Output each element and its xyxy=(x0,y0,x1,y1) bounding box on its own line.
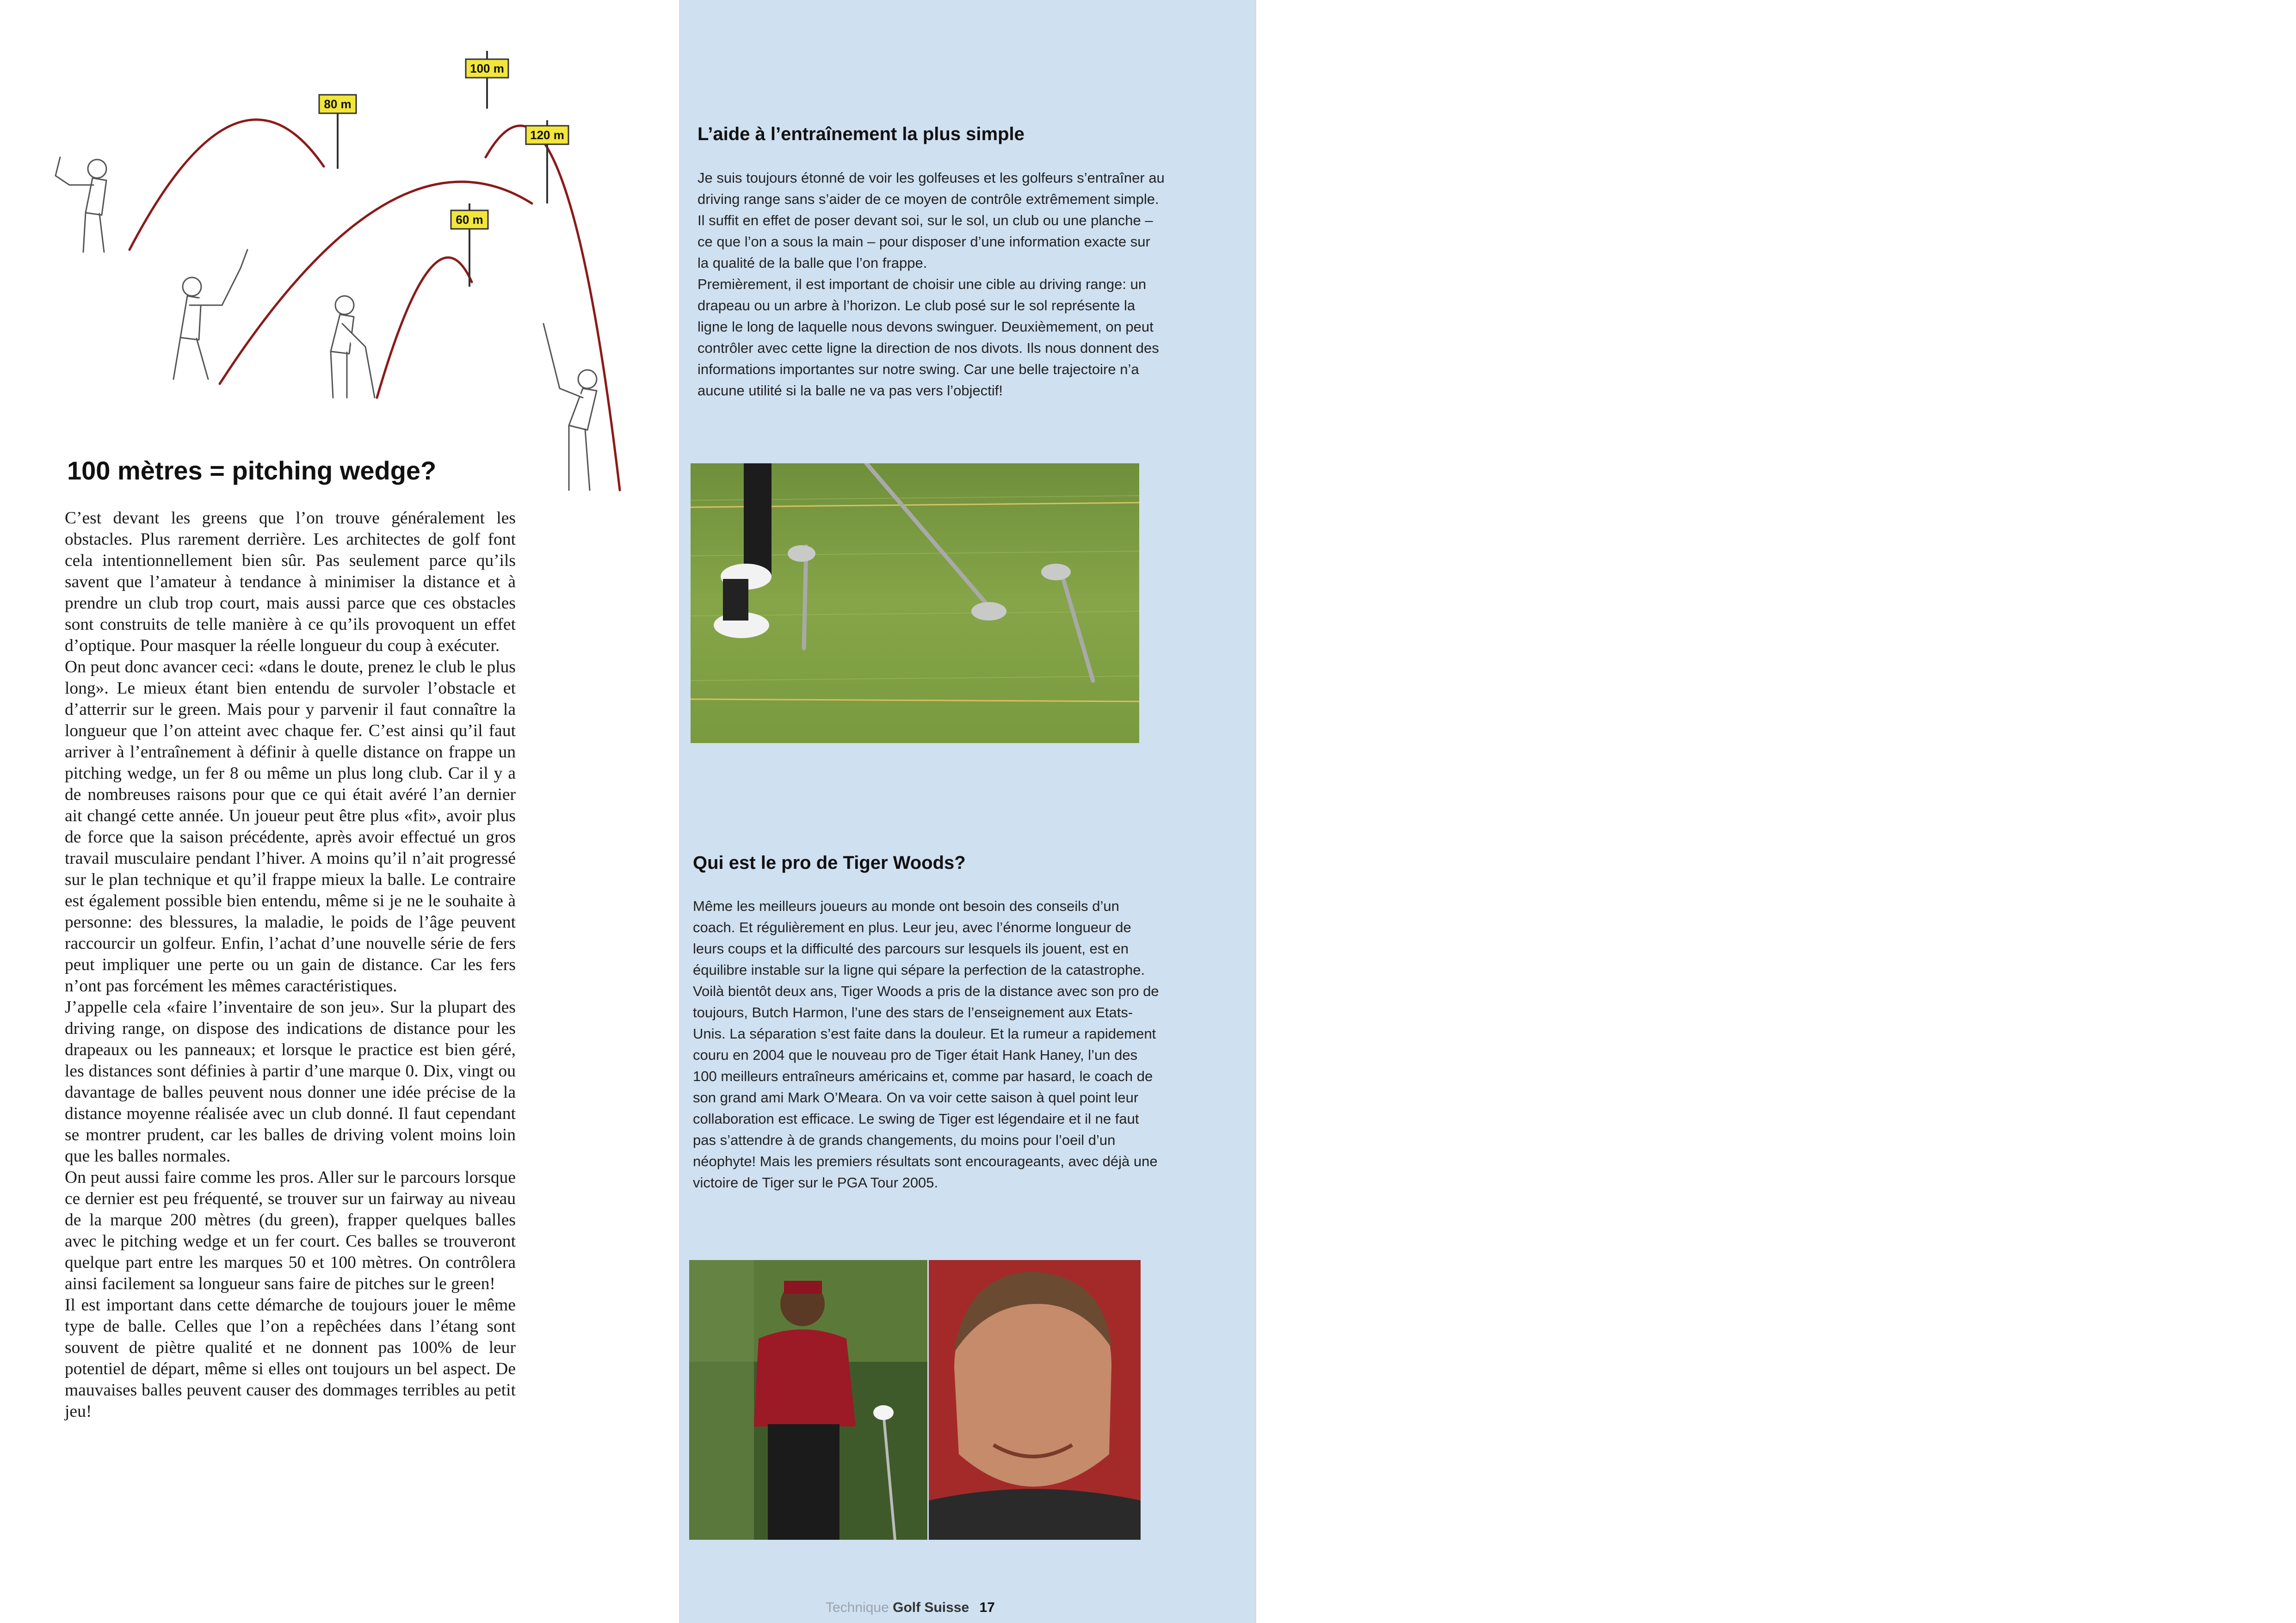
page-footer xyxy=(826,1599,995,1616)
sign-80m-label: 80 m xyxy=(324,97,352,111)
sidebar-title-tiger: Qui est le pro de Tiger Woods? xyxy=(693,853,966,873)
photo-tiger-woods xyxy=(689,1260,927,1540)
page-number: 17 xyxy=(979,1600,995,1615)
sidebar-body-tiger xyxy=(693,896,1160,1193)
photo-hank-haney xyxy=(929,1260,1141,1540)
sign-120m-label: 120 m xyxy=(530,128,564,142)
sign-100m-label: 100 m xyxy=(470,61,504,75)
sign-60m-label: 60 m xyxy=(456,213,483,227)
article-body xyxy=(65,508,516,1422)
sidebar-paragraph: Je suis toujours étonné de voir les golfeuses et les golfeurs s’entraîner au driving range sans s’aider de ce moyen de contrôle extrêmement simple. Il suffit en effet de poser devant soi, sur le sol, un club ou une planche – ce que l’on a sous la main – pour disposer d’une information exacte sur la qualité de la balle que l’on frappe. xyxy=(697,170,1165,271)
sign-60m xyxy=(451,210,488,229)
sign-80m xyxy=(319,95,356,113)
sign-100m xyxy=(466,59,508,78)
article-paragraph: Il est important dans cette démarche de toujours jouer le même type de balle. Celles que l’on a repêchées dans l’étang sont souvent de piètre qualité et ne donnent pas 100% de leur potentiel de départ, même si elles ont toujours un bel aspect. De mauvaises balles peuvent causer des dommages terribles au petit jeu! xyxy=(65,1296,516,1421)
trajectory-60m xyxy=(377,258,472,398)
footer-magazine: Golf Suisse xyxy=(893,1600,969,1615)
golfer-figure-1 xyxy=(56,157,106,252)
trajectory-illustration xyxy=(42,46,643,499)
article-paragraph: J’appelle cela «faire l’inventaire de son jeu». Sur la plupart des driving range, on dispose des indications de distance pour les drapeaux ou les panneaux; et lorsque le practice est bien géré, les distances sont définies à partir d’une marque 0. Dix, vingt ou davantage de balles peuvent nous donner une idée précise de la distance moyenne réalisée avec un club donné. Il faut cependant se montrer prudent, car les balles de driving volent moins loin que les balles normales. xyxy=(65,998,516,1166)
sidebar-title-training: L’aide à l’entraînement la plus simple xyxy=(697,124,1025,144)
sidebar-paragraph: Premièrement, il est important de choisir une cible au driving range: un drapeau ou un arbre à l’horizon. Le club posé sur le sol représente la ligne le long de laquelle nous devons swinguer. Deuxièmement, on peut contrôler avec cette ligne la direction de nos divots. Ils nous donnent des informations importantes sur notre swing. Car une belle trajectoire n’a aucune utilité si la balle ne va pas vers l’objectif! xyxy=(697,276,1159,399)
golfer-figure-3 xyxy=(331,296,375,398)
footer-section: Technique xyxy=(826,1600,889,1615)
sidebar-paragraph: Même les meilleurs joueurs au monde ont besoin des conseils d’un coach. Et régulièrement en plus. Leur jeu, avec l’énorme longueur de leurs coups et la difficulté des parcours sur lesquels ils jouent, est en équilibre instable sur la ligne qui sépare la perfection de la catastrophe. Voilà bientôt deux ans, Tiger Woods a pris de la distance avec son pro de toujours, Butch Harmon, l’une des stars de l’enseignement aux Etats-Unis. La séparation s’est faite dans la douleur. Et la rumeur a rapidement couru en 2004 que le nouveau pro de Tiger était Hank Haney, l’un des 100 meilleurs entraîneurs américains et, comme par hasard, le coach de son grand ami Mark O’Meara. On va voir cette saison à quel point leur collaboration est efficace. Le swing de Tiger est légendaire et il ne faut pas s’attendre à de grands changements, du moins pour l’oeil d’un néophyte! Mais les premiers résultats sont encourageants, avec déjà une victoire de Tiger sur le PGA Tour 2005. xyxy=(693,898,1159,1191)
sidebar-column xyxy=(679,0,1254,1623)
trajectory-120m xyxy=(486,126,620,490)
article-title: 100 mètres = pitching wedge? xyxy=(67,456,437,485)
photo-clubs-on-grass xyxy=(691,463,1139,743)
article-paragraph: C’est devant les greens que l’on trouve généralement les obstacles. Plus rarement derrière. Les architectes de golf font cela intentionnellement bien sûr. Pas seulement parce qu’ils savent que l’amateur à tendance à minimiser la distance et à prendre un club trop court, mais aussi parce que ces obstacles sont construits de telle manière à ce qu’ils provoquent un effet d’optique. Pour masquer la réelle longueur du coup à exécuter. xyxy=(65,509,516,655)
sidebar-body-training xyxy=(697,167,1165,401)
main-article xyxy=(0,0,679,1623)
golfer-figure-4 xyxy=(543,324,597,490)
sign-120m xyxy=(526,126,568,144)
article-paragraph: On peut aussi faire comme les pros. Aller sur le parcours lorsque ce dernier est peu fréquenté, se trouver sur un fairway au niveau de la marque 200 mètres (du green), frapper quelques balles avec le pitching wedge et un fer court. Ces balles se trouveront quelque part entre les marques 50 et 100 mètres. On contrôlera ainsi facilement sa longueur sans faire de pitches sur le green! xyxy=(65,1168,516,1293)
trajectory-80m xyxy=(130,120,324,250)
article-paragraph: On peut donc avancer ceci: «dans le doute, prenez le club le plus long». Le mieux étant bien entendu de survoler l’obstacle et d’atterrir sur le green. Mais pour y parvenir il faut connaître la longueur que l’on atteint avec chaque fer. C’est ainsi qu’il faut arriver à l’entraînement à définir à quelle distance on frappe un pitching wedge, un fer 8 ou même un plus long club. Car il y a de nombreuses raisons pour que ce qui était avéré l’an dernier ait changé cette année. Un joueur peut être plus «fit», avoir plus de force que la saison précédente, après avoir effectué un gros travail musculaire pendant l’hiver. A moins qu’il n’ait progressé sur le plan technique et qu’il frappe mieux la balle. Le contraire est également possible bien entendu, même si je ne le souhaite à personne: des blessures, la maladie, le poids de l’âge peuvent raccourcir un golfeur. Enfin, l’achat d’une nouvelle série de fers peut impliquer une perte ou un gain de distance. Car les fers n’ont pas forcément les mêmes caractéristiques. xyxy=(65,658,516,996)
